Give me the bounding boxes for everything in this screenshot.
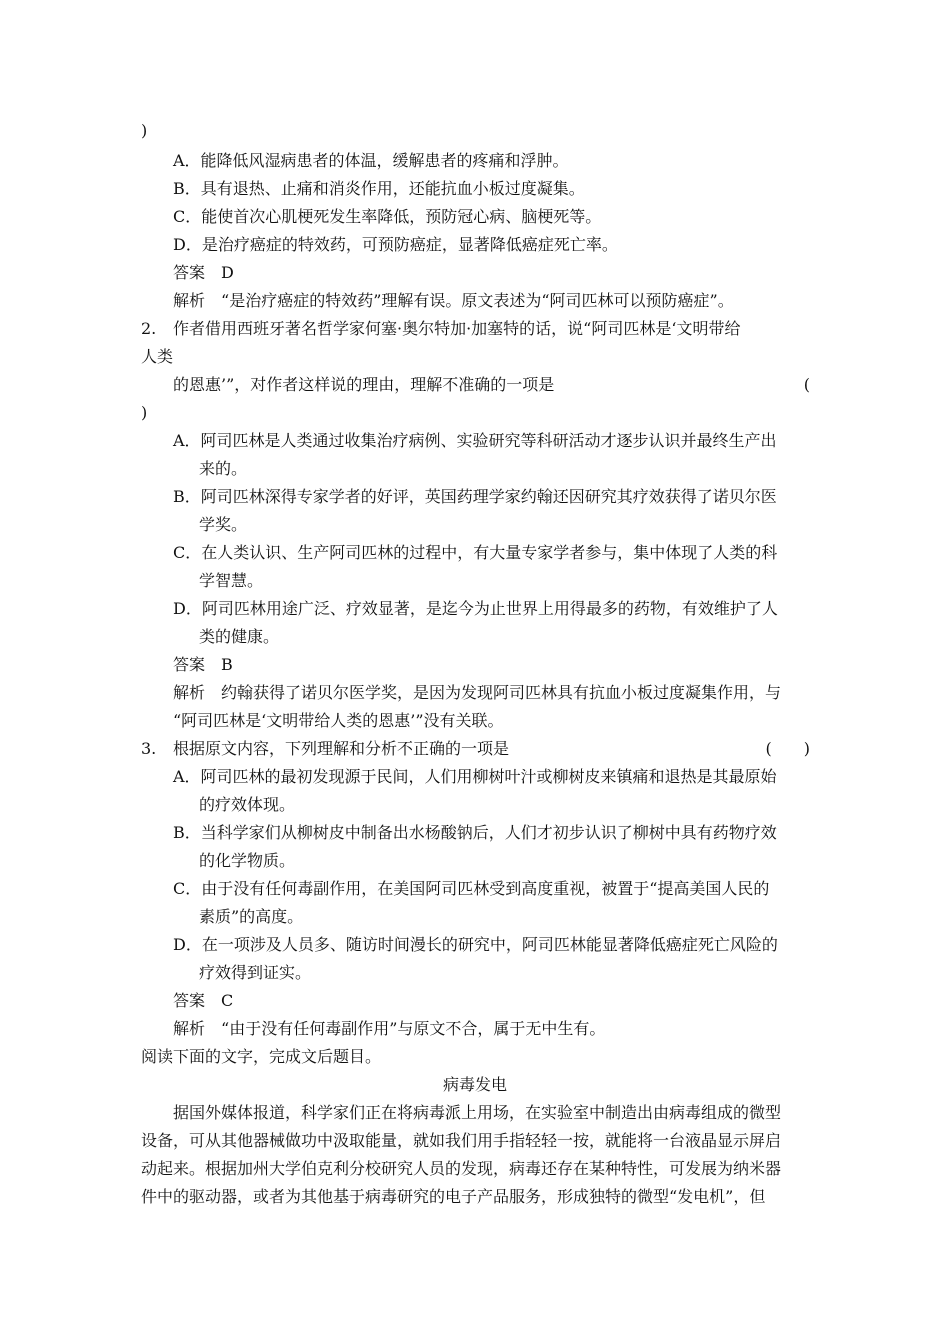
q3-option-c-line-1: C．由于没有任何毒副作用，在美国阿司匹林受到高度重视，被置于“提高美国人民的 bbox=[173, 879, 770, 898]
q2-option-d-line-2: 类的健康。 bbox=[199, 627, 280, 646]
passage-line-3: 动起来。根据加州大学伯克利分校研究人员的发现，病毒还存在某种特性，可发展为纳米器 bbox=[141, 1159, 782, 1178]
q2-answer bbox=[173, 654, 233, 676]
q2-analysis-line-2: “阿司匹林是‘文明带给人类的恩惠’”没有关联。 bbox=[173, 711, 504, 730]
passage-line-2: 设备，可从其他器械做功中汲取能量，就如我们用手指轻轻一按，就能将一台液晶显示屏启 bbox=[141, 1131, 782, 1150]
answer-label: 答案 bbox=[173, 991, 206, 1010]
answer-label: 答案 bbox=[173, 655, 206, 674]
q2-option-c-line-2: 学智慧。 bbox=[199, 571, 264, 590]
q1-option-b: B．具有退热、止痛和消炎作用，还能抗血小板过度凝集。 bbox=[173, 179, 585, 198]
q2-option-d-line-1: D．阿司匹林用途广泛、疗效显著，是迄今为止世界上用得最多的药物，有效维护了人 bbox=[173, 599, 778, 618]
q3-option-b-line-2: 的化学物质。 bbox=[199, 851, 296, 870]
q2-stem-line-3: 的恩惠’”，对作者这样说的理由，理解不准确的一项是 bbox=[173, 375, 555, 394]
analysis-label: 解析 bbox=[173, 683, 206, 702]
passage-title: 病毒发电 bbox=[442, 1075, 507, 1094]
q1-answer bbox=[173, 262, 234, 284]
q3-option-a-line-1: A．阿司匹林的最初发现源于民间，人们用柳树叶汁或柳树皮来镇痛和退热是其最原始 bbox=[173, 767, 777, 786]
q2-stem-line-2: 人类 bbox=[141, 347, 174, 366]
answer-label: 答案 bbox=[173, 263, 206, 282]
q1-analysis bbox=[173, 290, 734, 312]
answer-value: B bbox=[221, 655, 233, 674]
reading-instruction: 阅读下面的文字，完成文后题目。 bbox=[141, 1047, 382, 1066]
analysis-text: “由于没有任何毒副作用”与原文不合，属于无中生有。 bbox=[221, 1019, 606, 1038]
q2-option-a-line-1: A．阿司匹林是人类通过收集治疗病例、实验研究等科研活动才逐步认识并最终生产出 bbox=[173, 431, 777, 450]
q1-option-d: D．是治疗癌症的特效药，可预防癌症，显著降低癌症死亡率。 bbox=[173, 235, 618, 254]
analysis-label: 解析 bbox=[173, 291, 206, 310]
q2-option-a-line-2: 来的。 bbox=[199, 459, 248, 478]
q3-answer-paren: ( ) bbox=[765, 739, 810, 758]
q3-option-b-line-1: B．当科学家们从柳树皮中制备出水杨酸钠后，人们才初步认识了柳树中具有药物疗效 bbox=[173, 823, 777, 842]
q2-answer-paren-open: ( bbox=[803, 375, 810, 394]
q2-stem-text: 作者借用西班牙著名哲学家何塞·奥尔特加·加塞特的话，说“阿司匹林是‘文明带给 bbox=[173, 319, 741, 338]
q2-stem-line-1 bbox=[141, 318, 740, 340]
question-number: 2. bbox=[141, 319, 157, 338]
q3-stem bbox=[141, 738, 509, 760]
q2-option-c-line-1: C．在人类认识、生产阿司匹林的过程中，有大量专家学者参与，集中体现了人类的科 bbox=[173, 543, 778, 562]
q1-option-c: C．能使首次心肌梗死发生率降低，预防冠心病、脑梗死等。 bbox=[173, 207, 602, 226]
q2-analysis-line-1 bbox=[173, 682, 781, 704]
q3-option-a-line-2: 的疗效体现。 bbox=[199, 795, 296, 814]
q2-option-b-line-1: B．阿司匹林深得专家学者的好评，英国药理学家约翰还因研究其疗效获得了诺贝尔医 bbox=[173, 487, 777, 506]
q2-answer-paren-close: ) bbox=[141, 403, 148, 422]
answer-value: C bbox=[221, 991, 234, 1010]
q3-analysis bbox=[173, 1018, 605, 1040]
question-number: 3. bbox=[141, 739, 157, 758]
answer-value: D bbox=[221, 263, 234, 282]
analysis-text: “是治疗癌症的特效药”理解有误。原文表述为“阿司匹林可以预防癌症”。 bbox=[221, 291, 734, 310]
q3-option-d-line-1: D．在一项涉及人员多、随访时间漫长的研究中，阿司匹林能显著降低癌症死亡风险的 bbox=[173, 935, 778, 954]
q3-stem-text: 根据原文内容，下列理解和分析不正确的一项是 bbox=[173, 739, 510, 758]
q2-option-b-line-2: 学奖。 bbox=[199, 515, 248, 534]
passage-line-4: 件中的驱动器，或者为其他基于病毒研究的电子产品服务，形成独特的微型“发电机”，但 bbox=[141, 1187, 766, 1206]
q1-paren-close: ) bbox=[141, 121, 148, 140]
analysis-label: 解析 bbox=[173, 1019, 206, 1038]
analysis-text: 约翰获得了诺贝尔医学奖，是因为发现阿司匹林具有抗血小板过度凝集作用，与 bbox=[221, 683, 782, 702]
q3-option-d-line-2: 疗效得到证实。 bbox=[199, 963, 312, 982]
q3-option-c-line-2: 素质”的高度。 bbox=[199, 907, 304, 926]
q1-option-a: A．能降低风湿病患者的体温，缓解患者的疼痛和浮肿。 bbox=[173, 151, 569, 170]
passage-line-1: 据国外媒体报道，科学家们正在将病毒派上用场，在实验室中制造出由病毒组成的微型 bbox=[173, 1103, 782, 1122]
q3-answer bbox=[173, 990, 233, 1012]
